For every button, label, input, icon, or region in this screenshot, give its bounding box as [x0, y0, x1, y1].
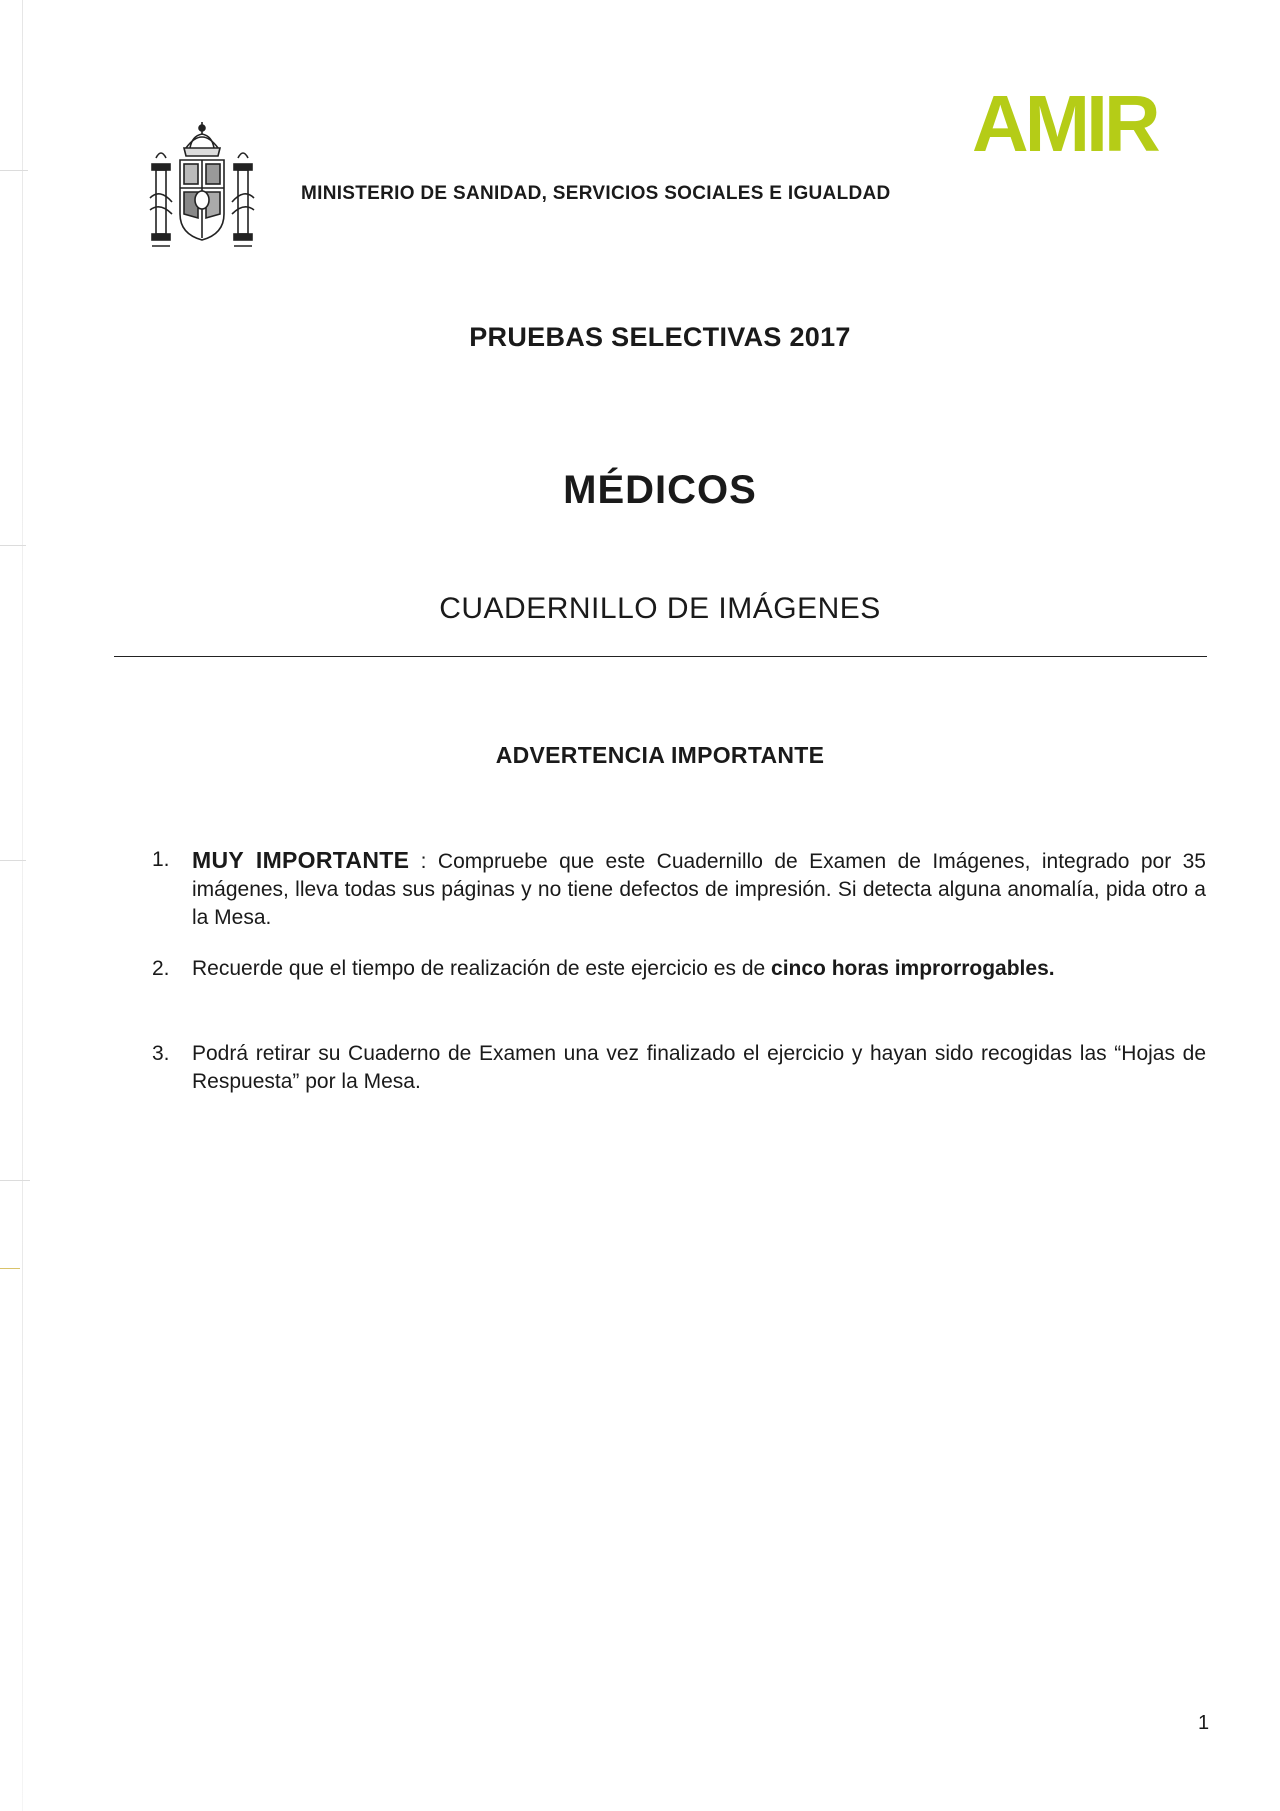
warning-heading: ADVERTENCIA IMPORTANTE [495, 742, 825, 768]
spanish-coat-of-arms-icon [146, 118, 258, 252]
scan-mark [0, 1180, 30, 1181]
notice-number: 2. [152, 957, 170, 980]
divider-rule [114, 656, 1207, 657]
notice-text [192, 846, 1206, 932]
notice-text [192, 1040, 1206, 1096]
scan-mark [0, 170, 28, 171]
scan-mark [0, 545, 26, 546]
notice-body-text: : Compruebe que este Cuadernillo de Examen de Imágenes, integrado por 35 imágenes, lleva todas sus páginas y no tiene defectos de impresión. Si detecta alguna anomalía, pida otro a la Mesa. [192, 850, 1206, 929]
notice-number: 3. [152, 1042, 170, 1065]
notice-number: 1. [152, 848, 170, 871]
brand-logo: AMIR [972, 79, 1157, 168]
scan-edge-artifact [22, 0, 23, 1811]
notice-body-text: Podrá retirar su Cuaderno de Examen una vez finalizado el ejercicio y hayan sido recogidas las “Hojas de Respuesta” por la Mesa. [192, 1042, 1206, 1093]
scan-mark [0, 860, 26, 861]
scan-mark [0, 1268, 20, 1269]
booklet-title: CUADERNILLO DE IMÁGENES [439, 592, 881, 625]
profession-title: MÉDICOS [563, 468, 757, 512]
ministry-name: MINISTERIO DE SANIDAD, SERVICIOS SOCIALES E IGUALDAD [301, 183, 891, 204]
notice-text [192, 955, 1206, 983]
page-number: 1 [1198, 1712, 1210, 1734]
notice-strong-label: MUY IMPORTANTE [192, 847, 410, 873]
exam-title: PRUEBAS SELECTIVAS 2017 [469, 322, 851, 352]
notice-body-text: Recuerde que el tiempo de realización de este ejercicio es de [192, 957, 772, 980]
notice-strong-text: cinco horas improrrogables. [771, 957, 1055, 980]
